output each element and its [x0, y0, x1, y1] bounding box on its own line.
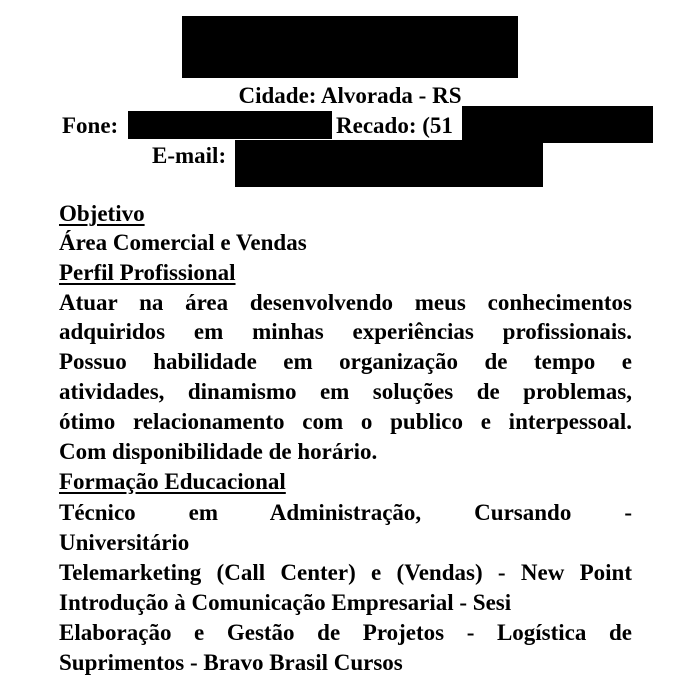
email-label: E-mail: [152, 143, 227, 168]
profile-line: Possuo habilidade em organização de tempo e [59, 349, 632, 374]
profile-line: Com disponibilidade de horário. [59, 439, 378, 464]
profile-line: ótimo relacionamento com o publico e interpessoal. [59, 409, 632, 434]
education-line: Técnico em Administração, Cursando - [59, 500, 632, 525]
redacted-phone-block [128, 111, 332, 139]
objective-heading: Objetivo [59, 201, 145, 226]
redacted-name-block [182, 16, 518, 78]
profile-line: atividades, dinamismo em soluções de problemas, [59, 379, 632, 404]
education-line: Universitário [59, 530, 190, 555]
city-line: Cidade: Alvorada - RS [238, 83, 462, 108]
education-heading: Formação Educacional [59, 469, 286, 494]
profile-heading: Perfil Profissional [59, 260, 236, 285]
education-line: Suprimentos - Bravo Brasil Cursos [59, 650, 403, 675]
redacted-message-phone-block [462, 106, 653, 143]
education-line: Elaboração e Gestão de Projetos - Logística de [59, 620, 632, 645]
phone-label: Fone: [62, 113, 119, 138]
redacted-email-block [235, 140, 543, 187]
education-line: Introdução à Comunicação Empresarial - Sesi [59, 590, 512, 615]
profile-line: Atuar na área desenvolvendo meus conhecimentos [59, 290, 632, 315]
objective-text: Área Comercial e Vendas [59, 230, 307, 255]
profile-line: adquiridos em minhas experiências profissionais. [59, 319, 632, 344]
message-label: Recado: (51 [336, 113, 453, 138]
education-line: Telemarketing (Call Center) e (Vendas) - New Point [59, 560, 632, 585]
